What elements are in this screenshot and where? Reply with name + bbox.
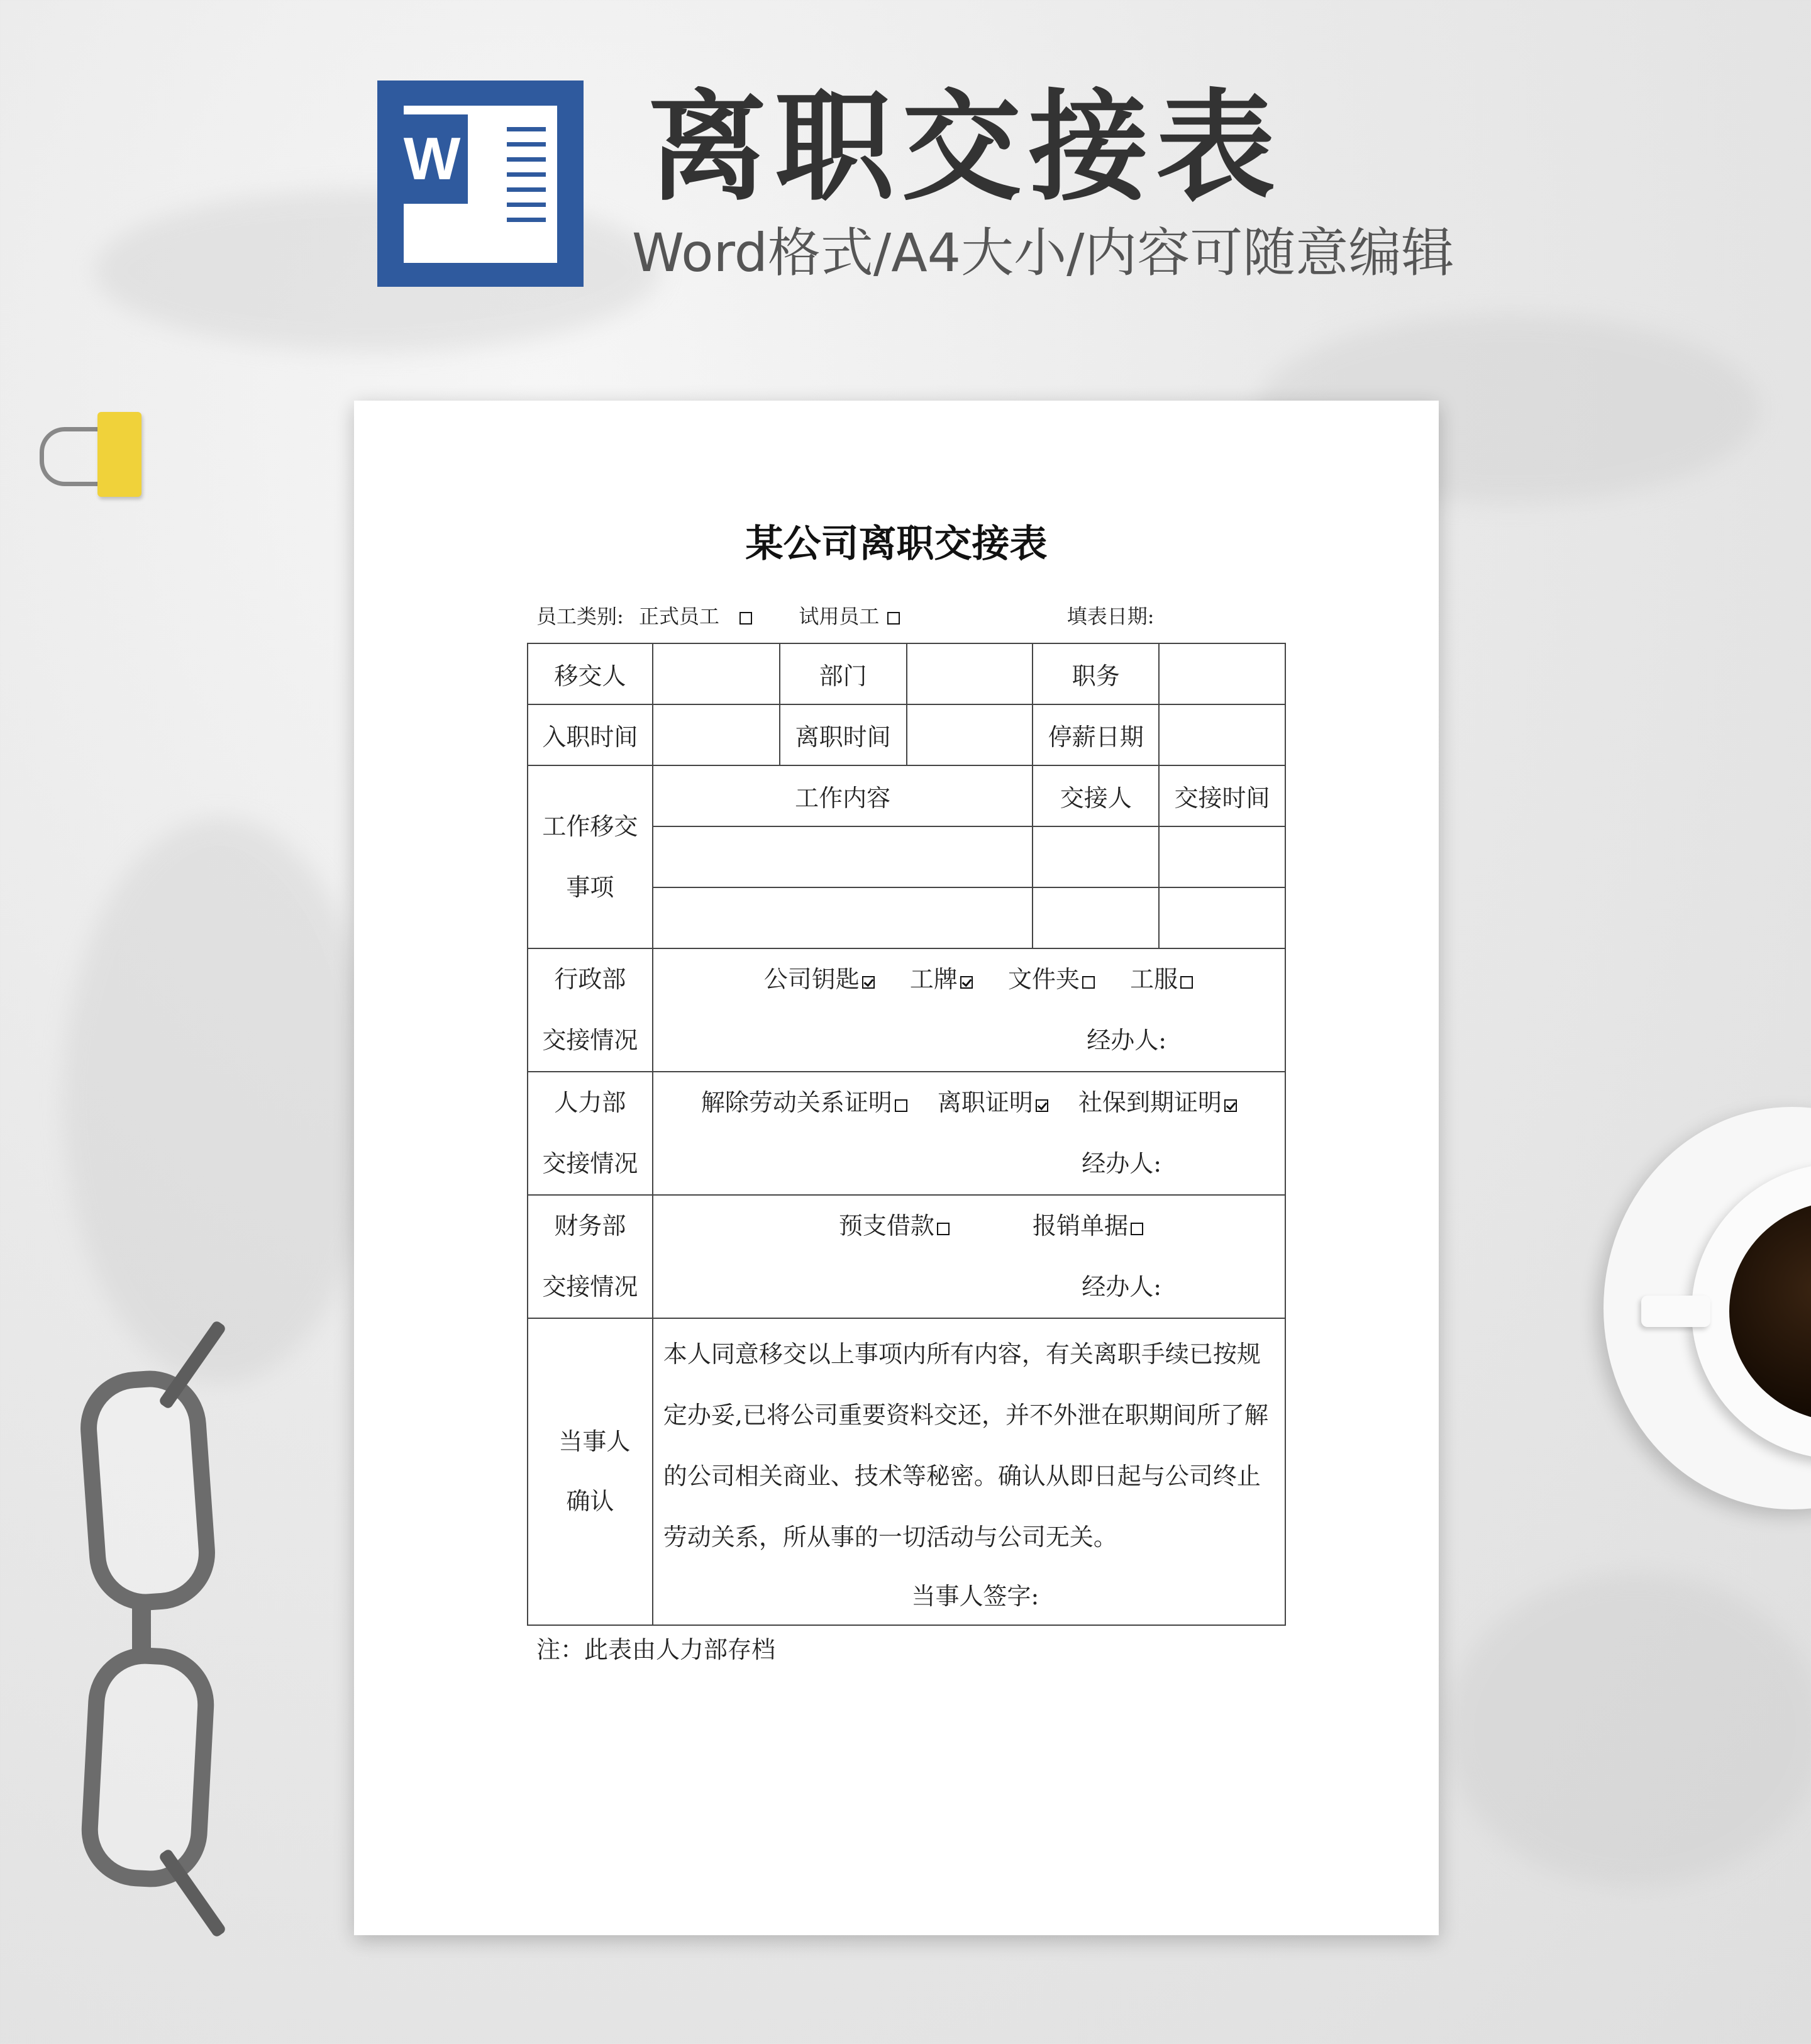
salary-stop-label: 停薪日期 xyxy=(1033,704,1159,765)
confirm-cell xyxy=(653,1318,1285,1625)
table-row xyxy=(528,765,1285,826)
checkbox-icon xyxy=(862,976,875,989)
checkbox-icon xyxy=(1224,1099,1237,1112)
position-label: 职务 xyxy=(1033,643,1159,704)
transferor-label: 移交人 xyxy=(528,643,653,704)
checkbox-icon xyxy=(1180,976,1193,989)
document-paper xyxy=(354,401,1439,1935)
transferor-field[interactable] xyxy=(653,643,780,704)
check-item[interactable]: 工服 xyxy=(1130,965,1193,993)
checkbox-icon xyxy=(960,976,973,989)
receiver-header: 交接人 xyxy=(1033,765,1159,826)
check-item[interactable]: 文件夹 xyxy=(1008,965,1095,993)
finance-section-label: 财务部 交接情况 xyxy=(528,1195,653,1318)
employee-type-label: 员工类别: xyxy=(536,604,624,628)
checkbox-icon xyxy=(1131,1223,1143,1235)
receiver-field[interactable] xyxy=(1033,887,1159,948)
agent-label: 经办人: xyxy=(1082,1150,1161,1177)
finance-checklist xyxy=(653,1195,1285,1318)
word-logo-icon xyxy=(377,81,584,287)
checkbox-icon xyxy=(895,1099,907,1112)
footer-note: 注：此表由人力部存档 xyxy=(536,1636,776,1664)
table-row xyxy=(528,1072,1285,1195)
work-content-field[interactable] xyxy=(653,826,1033,887)
admin-checklist xyxy=(653,948,1285,1072)
position-field[interactable] xyxy=(1159,643,1285,704)
work-handover-label: 工作移交 事项 xyxy=(528,765,653,948)
salary-stop-field[interactable] xyxy=(1159,704,1285,765)
handover-time-field[interactable] xyxy=(1159,887,1285,948)
handover-time-header: 交接时间 xyxy=(1159,765,1285,826)
check-item[interactable]: 公司钥匙 xyxy=(764,965,875,993)
checkbox-icon[interactable] xyxy=(887,612,900,625)
marble-texture xyxy=(1446,1572,1811,1887)
marble-texture xyxy=(63,818,377,1384)
signature-label: 当事人签字: xyxy=(911,1582,1039,1610)
hire-date-field[interactable] xyxy=(653,704,780,765)
hr-section-label: 人力部 交接情况 xyxy=(528,1072,653,1195)
checkbox-icon xyxy=(1082,976,1095,989)
leave-date-field[interactable] xyxy=(907,704,1033,765)
agent-label: 经办人: xyxy=(1082,1273,1161,1301)
page-title: 离职交接表 xyxy=(648,78,1283,217)
confirm-statement: 本人同意移交以上事项内所有内容，有关离职手续已按规定办妥,已将公司重要资料交还，并不外泄在职期间所了解的公司相关商业、技术等秘密。确认从即日起与公司终止劳动关系，所从事的一切活动与公司无关。 xyxy=(663,1340,1268,1551)
document-title: 某公司离职交接表 xyxy=(745,522,1048,566)
meta-row xyxy=(536,601,1154,630)
regular-employee-label: 正式员工 xyxy=(638,604,719,628)
checkbox-icon xyxy=(1036,1099,1048,1112)
probation-employee-label: 试用员工 xyxy=(799,604,880,628)
checkbox-icon xyxy=(937,1223,950,1235)
checkbox-icon[interactable] xyxy=(739,612,752,625)
glasses-icon xyxy=(72,1352,236,1906)
binder-clip-icon xyxy=(35,412,148,500)
page-subtitle: Word格式/A4大小/内容可随意编辑 xyxy=(632,222,1454,284)
work-content-field[interactable] xyxy=(653,887,1033,948)
table-row xyxy=(528,1195,1285,1318)
coffee-cup-icon xyxy=(1603,1107,1811,1509)
work-content-header: 工作内容 xyxy=(653,765,1033,826)
table-row xyxy=(528,643,1285,704)
handover-time-field[interactable] xyxy=(1159,826,1285,887)
admin-section-label: 行政部 交接情况 xyxy=(528,948,653,1072)
check-item[interactable]: 离职证明 xyxy=(938,1089,1048,1116)
agent-label: 经办人: xyxy=(1087,1026,1166,1054)
table-row xyxy=(528,948,1285,1072)
confirm-section-label: 当事人 确认 xyxy=(528,1318,653,1625)
receiver-field[interactable] xyxy=(1033,826,1159,887)
check-item[interactable]: 工牌 xyxy=(910,965,973,993)
table-row xyxy=(528,1318,1285,1625)
department-field[interactable] xyxy=(907,643,1033,704)
department-label: 部门 xyxy=(780,643,907,704)
handover-table xyxy=(527,643,1286,1626)
leave-date-label: 离职时间 xyxy=(780,704,907,765)
check-item[interactable]: 报销单据 xyxy=(1033,1212,1143,1240)
check-item[interactable]: 预支借款 xyxy=(839,1212,950,1240)
check-item[interactable]: 解除劳动关系证明 xyxy=(701,1089,907,1116)
hr-checklist xyxy=(653,1072,1285,1195)
word-logo-letter: W xyxy=(396,114,468,204)
fill-date-label: 填表日期: xyxy=(1066,604,1155,628)
check-item[interactable]: 社保到期证明 xyxy=(1078,1089,1237,1116)
table-row xyxy=(528,704,1285,765)
hire-date-label: 入职时间 xyxy=(528,704,653,765)
